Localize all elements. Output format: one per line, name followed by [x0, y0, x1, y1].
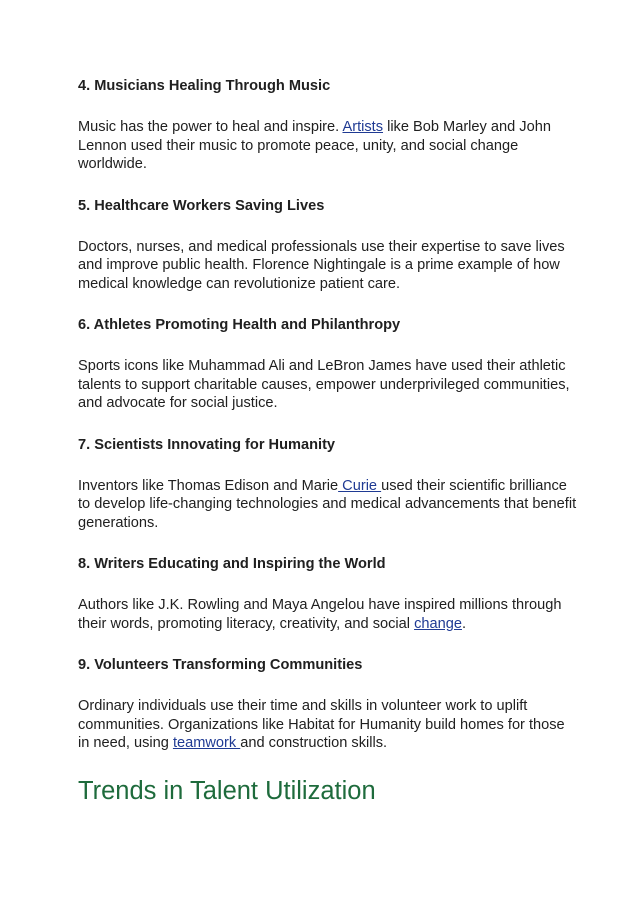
paragraph-text: Ordinary individuals use their time and skills in volunteer work to uplift communities. Organizations like Habitat for Humanity build homes for those in need, using — [78, 698, 565, 751]
heading-writers: 8. Writers Educating and Inspiring the World — [78, 556, 386, 572]
document-content — [78, 76, 578, 807]
paragraph-writers — [78, 596, 578, 633]
artists-link[interactable]: Artists — [342, 119, 384, 135]
paragraph-text: used their scientific brilliance to develop life-changing technologies and medical advancements that benefit generations. — [78, 477, 577, 531]
paragraph-text: . — [461, 615, 467, 632]
paragraph-volunteers — [78, 697, 578, 753]
heading-healthcare-workers: 5. Healthcare Workers Saving Lives — [78, 197, 325, 214]
heading-musicians: 4. Musicians Healing Through Music — [78, 78, 331, 94]
paragraph-athletes: Sports icons like Muhammad Ali and LeBron James have used their athletic talents to support charitable causes, empower underprivileged communities, and advocate for social justice. — [78, 358, 570, 411]
paragraph-text: like Bob Marley and John Lennon used their music to promote peace, unity, and social change worldwide. — [78, 119, 551, 172]
curie-link[interactable]: Curie — [338, 477, 382, 494]
paragraph-text: Authors like J.K. Rowling and Maya Angelou have inspired millions through their words, promoting literacy, creativity, and social — [78, 597, 562, 632]
paragraph-musicians — [78, 118, 578, 174]
paragraph-scientists — [78, 477, 578, 533]
heading-volunteers: 9. Volunteers Transforming Communities — [78, 657, 363, 673]
section-title: Trends in Talent Utilization — [78, 776, 376, 805]
paragraph-text: and construction skills. — [240, 735, 388, 751]
heading-scientists: 7. Scientists Innovating for Humanity — [78, 436, 336, 453]
paragraph-text: Inventors like Thomas Edison and Marie — [78, 477, 339, 494]
paragraph-healthcare-workers: Doctors, nurses, and medical professionals use their expertise to save lives and improve public health. Florence Nightingale is a prime example of how medical knowledge can revolutionize patient care. — [78, 238, 565, 292]
heading-athletes: 6. Athletes Promoting Health and Philanthropy — [78, 317, 401, 333]
teamwork-link[interactable]: teamwork — [172, 735, 241, 751]
change-link[interactable]: change — [414, 615, 462, 632]
paragraph-text: Music has the power to heal and inspire. — [78, 119, 343, 135]
